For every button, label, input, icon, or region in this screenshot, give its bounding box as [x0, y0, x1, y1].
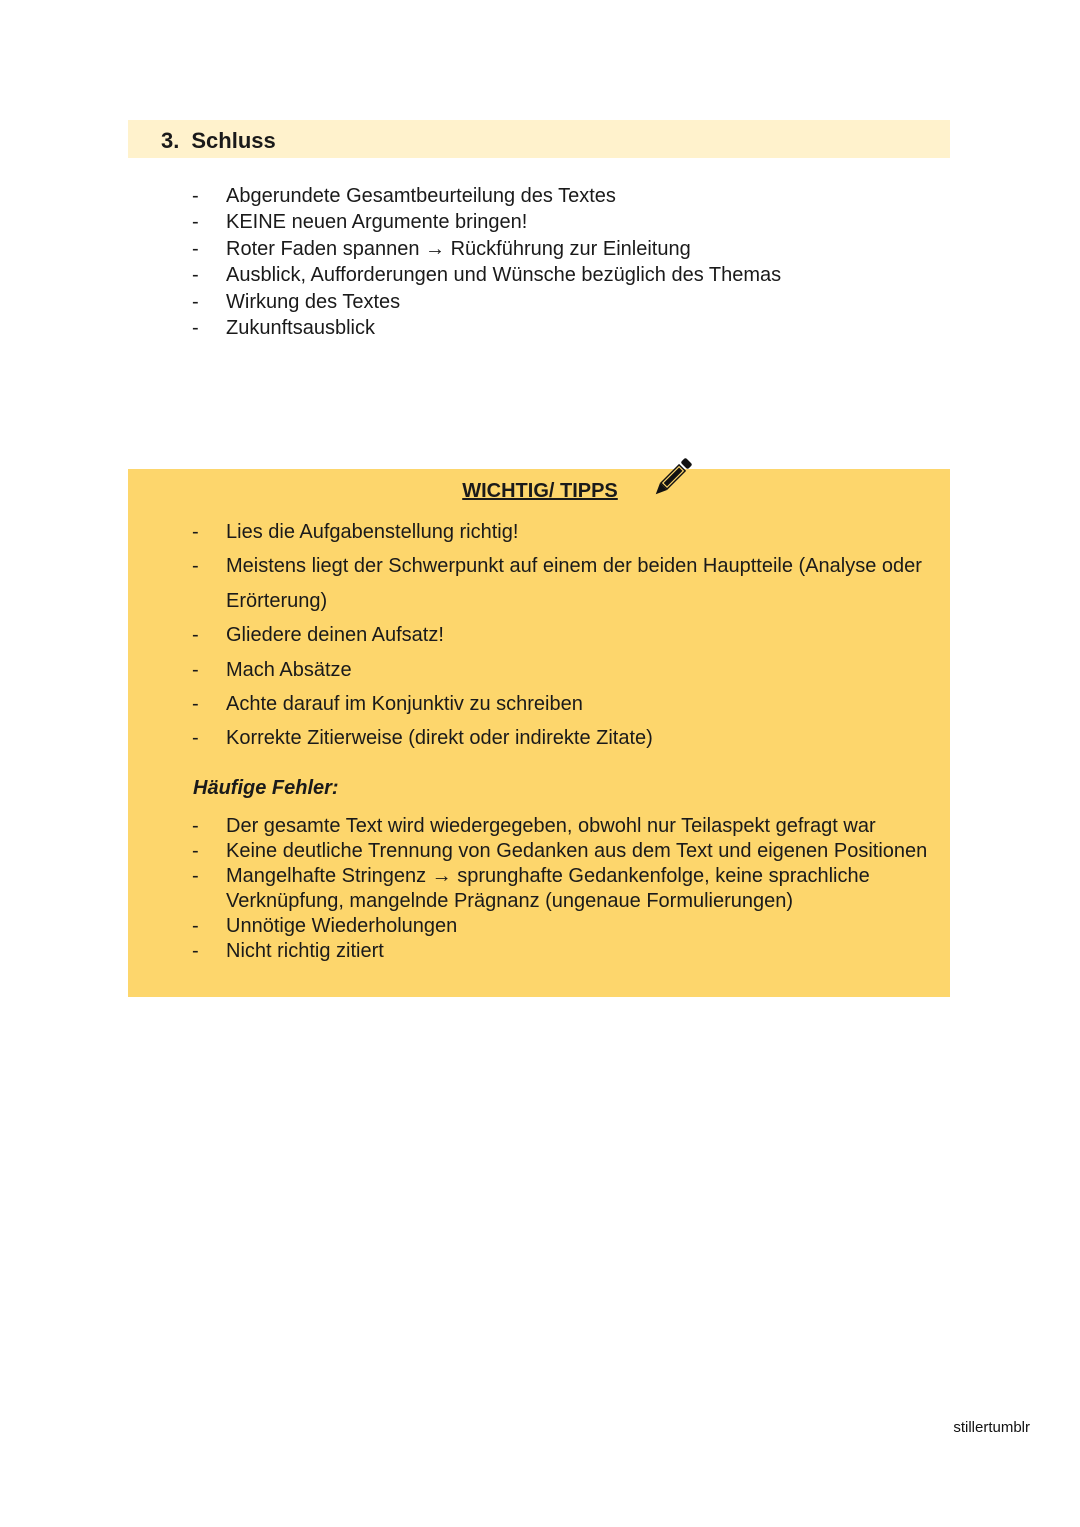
errors-heading: Häufige Fehler:	[193, 777, 339, 799]
schluss-list	[192, 183, 932, 341]
list-item: - Achte darauf im Konjunktiv zu schreiben	[192, 687, 937, 721]
section-title	[161, 128, 276, 154]
errors-list	[192, 814, 937, 964]
list-item: - Mach Absätze	[192, 653, 937, 687]
list-item: - Zukunftsausblick	[192, 315, 932, 341]
list-item: - Lies die Aufgabenstellung richtig!	[192, 515, 937, 549]
list-item: - Mangelhafte Stringenz → sprunghafte Gedankenfolge, keine sprachliche Verknüpfung, mangelnde Prägnanz (ungenaue Formulierungen)	[192, 864, 937, 914]
list-item: - Der gesamte Text wird wiedergegeben, obwohl nur Teilaspekt gefragt war	[192, 814, 937, 839]
list-item: - Unnötige Wiederholungen	[192, 914, 937, 939]
list-item: - Keine deutliche Trennung von Gedanken aus dem Text und eigenen Positionen	[192, 839, 937, 864]
list-item: - Gliedere deinen Aufsatz!	[192, 618, 937, 652]
list-item: - Korrekte Zitierweise (direkt oder indirekte Zitate)	[192, 721, 937, 755]
tips-title: WICHTIG/ TIPPS	[462, 480, 618, 502]
list-item: - Roter Faden spannen → Rückführung zur Einleitung	[192, 236, 932, 262]
tips-list	[192, 515, 937, 756]
list-item: - Abgerundete Gesamtbeurteilung des Textes	[192, 183, 932, 209]
footer-watermark: stillertumblr	[953, 1419, 1030, 1436]
list-item: - Nicht richtig zitiert	[192, 939, 937, 964]
pencil-icon	[646, 452, 698, 504]
list-item: - Wirkung des Textes	[192, 289, 932, 315]
section-number: 3.	[161, 128, 180, 153]
section-title-text: Schluss	[191, 128, 276, 153]
list-item: - Ausblick, Aufforderungen und Wünsche bezüglich des Themas	[192, 262, 932, 288]
list-item: - KEINE neuen Argumente bringen!	[192, 209, 932, 235]
list-item: - Meistens liegt der Schwerpunkt auf einem der beiden Hauptteile (Analyse oder Erörterung)	[192, 549, 937, 618]
